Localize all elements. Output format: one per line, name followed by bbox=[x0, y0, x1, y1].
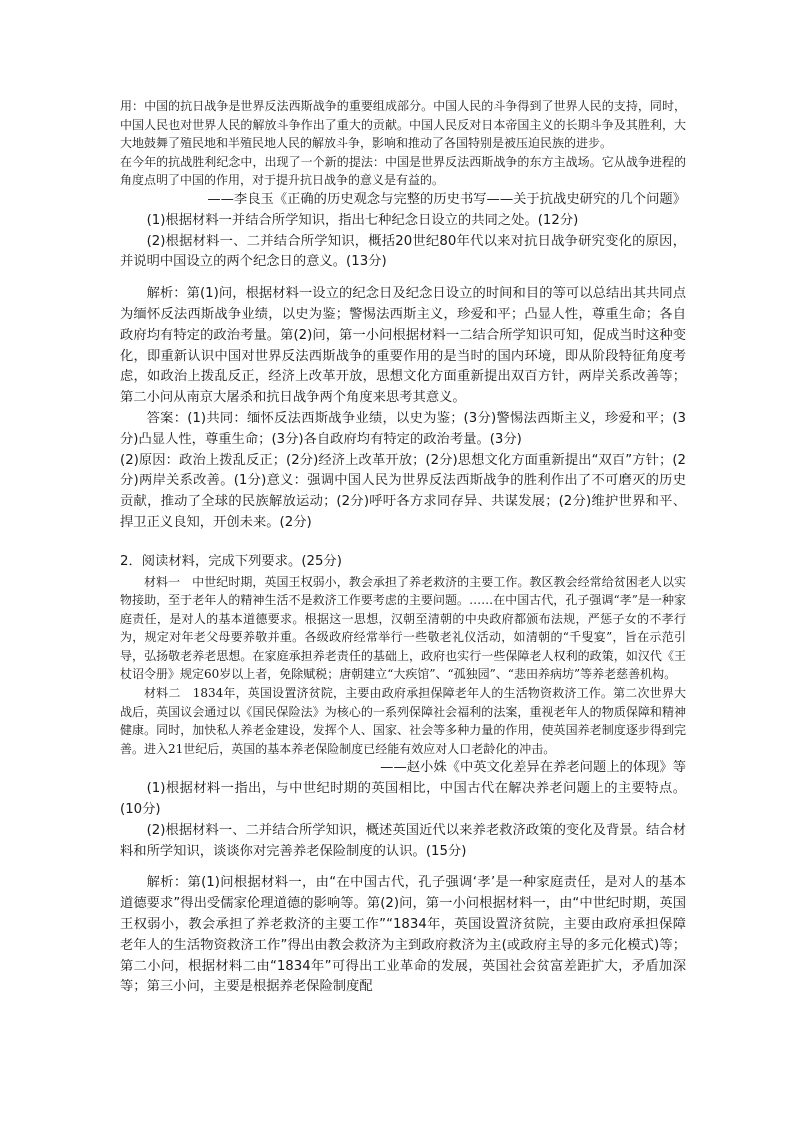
q1-answer-1: 答案：(1)共同：缅怀反法西斯战争业绩，以史为鉴；(3分)警惕法西斯主义，珍爱和平；(3分)凸显人性，尊重生命；(3分)各自政府均有特定的政治考量。(3分) bbox=[120, 410, 686, 447]
q2-material-2: 材料二 1834年，英国设置济贫院，主要由政府承担保障老年人的生活物资救济工作。第二次世界大战后，英国议会通过以《国民保险法》为核心的一系列保障社会福利的法案，重视老年人的物质保障和精神健康。同时，加快私人养老金建设，发挥个人、国家、社会等多种力量的作用，使英国养老制度逐步得到完善。进入21世纪后，英国的基本养老保险制度已经能有效应对人口老龄化的冲击。 bbox=[120, 686, 686, 756]
q2-question-1: (1)根据材料一指出，与中世纪时期的英国相比，中国古代在解决养老问题上的主要特点。(10分) bbox=[120, 781, 686, 818]
q1-material-tail-paragraph: 在今年的抗战胜利纪念中，出现了一个新的提法：中国是世界反法西斯战争的东方主战场。它从战争进程的角度点明了中国的作用，对于提升抗日战争的意义是有益的。 bbox=[120, 154, 686, 188]
q1-answer-2: (2)原因：政治上拨乱反正；(2分)经济上改革开放；(2分)思想文化方面重新提出“双百”方针；(2分)两岸关系改善。(1分)意义：强调中国人民为世界反法西斯战争的胜利作出了不可磨灭的历史贡献，推动了全球的民族解放运动；(2分)呼吁各方求同存异、共谋发展；(2分)维护世界和平、捍卫正义良知，开创未来。(2分) bbox=[120, 452, 686, 530]
q2-source-citation: ——赵小姝《中英文化差异在养老问题上的体现》等 bbox=[380, 760, 686, 776]
q1-question-1: (1)根据材料一并结合所学知识，指出七种纪念日设立的共同之处。(12分) bbox=[146, 212, 579, 228]
document-page bbox=[120, 97, 686, 998]
q1-question-2: (2)根据材料一、二并结合所学知识，概括20世纪80年代以来对抗日战争研究变化的原因，并说明中国设立的两个纪念日的意义。(13分) bbox=[120, 233, 686, 270]
q2-material-1: 材料一 中世纪时期，英国王权弱小，教会承担了养老救济的主要工作。教区教会经常给贫困老人以实物接助，至于老年人的精神生活不是救济工作要考虑的主要问题。……在中国古代，孔子强调“孝”是一种家庭责任，是对人的基本道德要求。根据这一思想，汉朝至清朝的中央政府都颁布法规，严惩子女的不孝行为，规定对年老父母要养敬并重。各级政府经常举行一些敬老礼仪活动，如清朝的“千叟宴”，旨在示范引导，弘扬敬老养老思想。在家庭承担养老责任的基础上，政府也实行一些保障老人权利的政策，如汉代《王杖诏令册》规定60岁以上者，免除赋税；唐朝建立“大疾馆”、“孤独园”、“悲田养病坊”等养老慈善机构。 bbox=[120, 574, 686, 682]
q2-analysis: 解析：第(1)问根据材料一，由“在中国古代，孔子强调‘孝’是一种家庭责任，是对人的基本道德要求”得出受儒家伦理道德的影响等。第(2)问，第一小问根据材料一，由“中世纪时期，英国王权弱小，教会承担了养老救济的主要工作”“1834年，英国设置济贫院，主要由政府承担保障老年人的生活物资救济工作”得出由教会救济为主到政府救济为主(或政府主导的多元化模式)等；第二小问，根据材料二由“1834年”可得出工业革命的发展，英国社会贫富差距扩大，矛盾加深等；第三小问，主要是根据养老保险制度配 bbox=[120, 875, 686, 995]
q1-source-citation: ——李良玉《正确的历史观念与完整的历史书写——关于抗战史研究的几个问题》 bbox=[207, 191, 686, 207]
q2-heading: 2．阅读材料，完成下列要求。(25分) bbox=[120, 553, 342, 569]
q1-analysis: 解析：第(1)问，根据材料一设立的纪念日及纪念日设立的时间和目的等可以总结出其共同点为缅怀反法西斯战争业绩，以史为鉴；警惕法西斯主义，珍爱和平；凸显人性，尊重生命；各自政府均有特定的政治考量。第(2)问，第一小问根据材料一二结合所学知识可知，促成当时这种变化，即重新认识中国对世界反法西斯战争的重要作用的是当时的国内环境，即从阶段特征角度考虑，如政治上拨乱反正，经济上改革开放，思想文化方面重新提出双百方针，两岸关系改善等；第二小问从南京大屠杀和抗日战争两个角度来思考其意义。 bbox=[120, 286, 686, 406]
q1-material-tail-paragraph: 用：中国的抗日战争是世界反法西斯战争的重要组成部分。中国人民的斗争得到了世界人民的支持，同时，中国人民也对世界人民的解放斗争作出了重大的贡献。中国人民反对日本帝国主义的长期斗争及其胜利，大大地鼓舞了殖民地和半殖民地人民的解放斗争，影响和推动了各国特别是被压迫民族的进步。 bbox=[120, 99, 686, 151]
q2-question-2: (2)根据材料一、二并结合所学知识，概述英国近代以来养老救济政策的变化及背景。结合材料和所学知识，谈谈你对完善养老保险制度的认识。(15分) bbox=[120, 822, 686, 859]
